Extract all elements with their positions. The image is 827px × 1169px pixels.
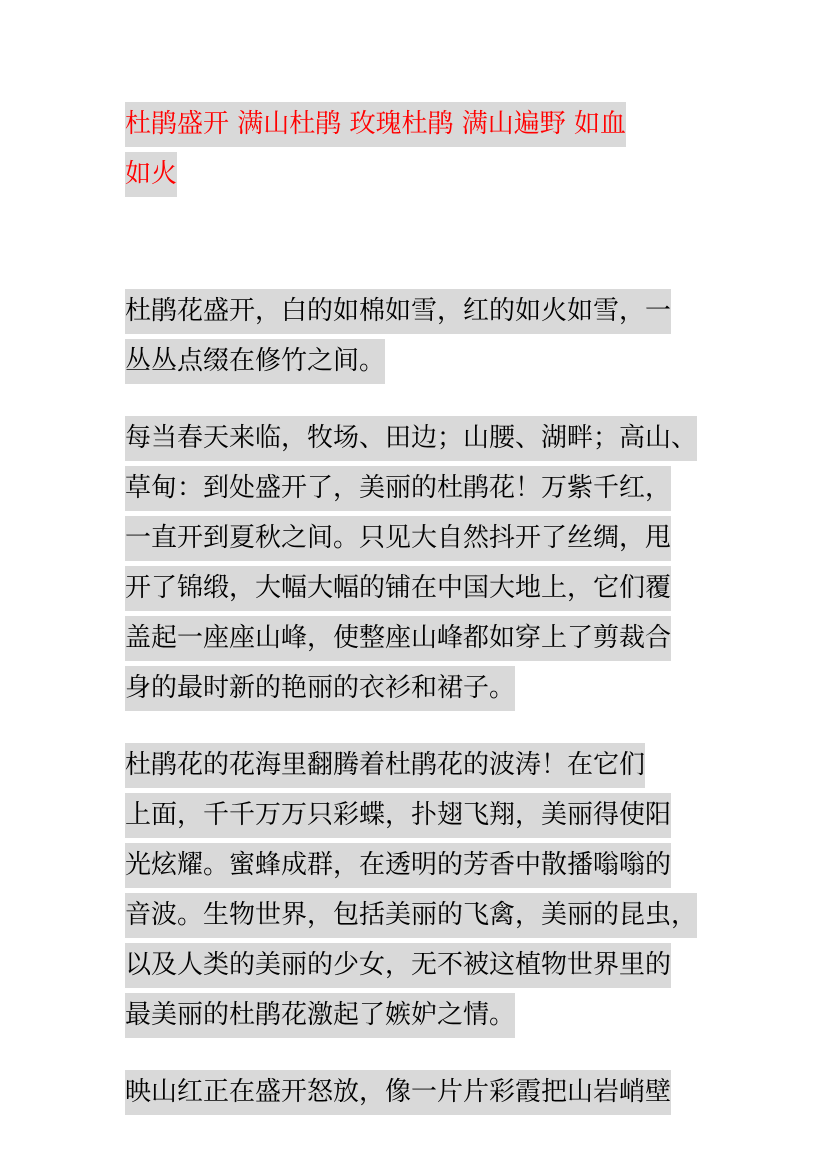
- text-line: 盖起一座座山峰，使整座山峰都如穿上了剪裁合: [125, 616, 705, 666]
- paragraph-4: [125, 1070, 705, 1120]
- text-line: 映山红正在盛开怒放，像一片片彩霞把山岩峭壁: [125, 1070, 705, 1120]
- text-line: 草甸：到处盛开了，美丽的杜鹃花！万紫千红，: [125, 466, 705, 516]
- document-page: [125, 102, 705, 1120]
- paragraph-1: [125, 289, 705, 389]
- text-line: 丛丛点缀在修竹之间。: [125, 339, 705, 389]
- text-line: 一直开到夏秋之间。只见大自然抖开了丝绸，甩: [125, 516, 705, 566]
- paragraph-3: [125, 743, 705, 1043]
- title-line: 如火: [125, 152, 705, 202]
- spacer: [125, 389, 705, 416]
- text-line: 每当春天来临，牧场、田边；山腰、湖畔；高山、: [125, 416, 705, 466]
- title-line: 杜鹃盛开 满山杜鹃 玫瑰杜鹃 满山遍野 如血: [125, 102, 705, 152]
- spacer: [125, 716, 705, 743]
- text-line: 身的最时新的艳丽的衣衫和裙子。: [125, 666, 705, 716]
- text-line: 光炫耀。蜜蜂成群，在透明的芳香中散播嗡嗡的: [125, 843, 705, 893]
- spacer: [125, 1043, 705, 1070]
- paragraph-2: [125, 416, 705, 716]
- document-title: [125, 102, 705, 202]
- text-line: 音波。生物世界，包括美丽的飞禽，美丽的昆虫，: [125, 893, 705, 943]
- text-line: 杜鹃花的花海里翻腾着杜鹃花的波涛！在它们: [125, 743, 705, 793]
- spacer: [125, 202, 705, 289]
- text-line: 杜鹃花盛开，白的如棉如雪，红的如火如雪，一: [125, 289, 705, 339]
- text-line: 最美丽的杜鹃花激起了嫉妒之情。: [125, 993, 705, 1043]
- text-line: 以及人类的美丽的少女，无不被这植物世界里的: [125, 943, 705, 993]
- text-line: 开了锦缎，大幅大幅的铺在中国大地上，它们覆: [125, 566, 705, 616]
- text-line: 上面，千千万万只彩蝶，扑翅飞翔，美丽得使阳: [125, 793, 705, 843]
